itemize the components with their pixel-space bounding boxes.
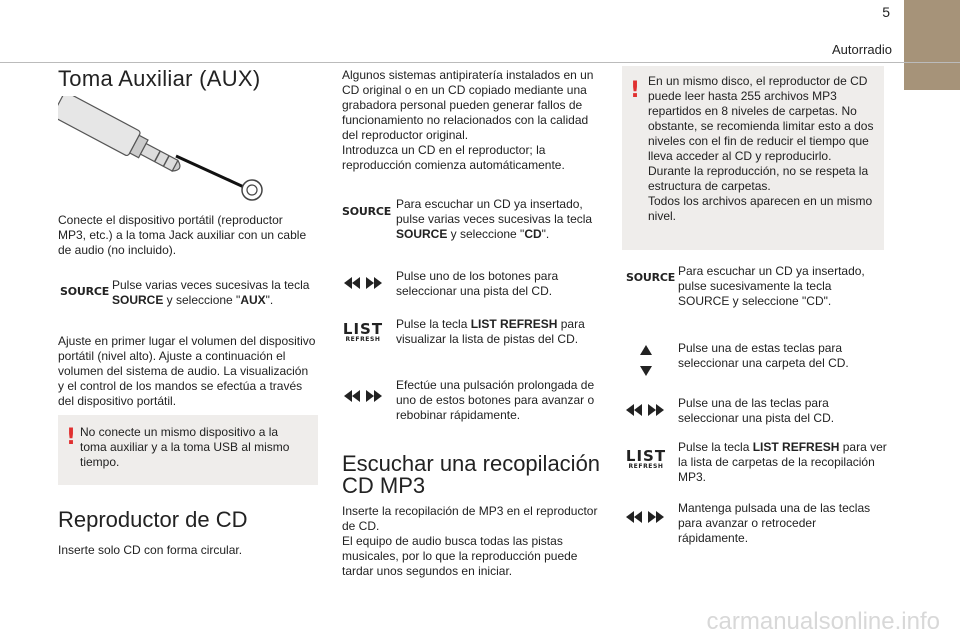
cd-step-fast-forward: Efectúe una pulsación prolongada de uno de estos botones para avanzar o rebobinar rápidamente. bbox=[396, 378, 595, 422]
skip-buttons-icon bbox=[342, 275, 386, 291]
page-number: 5 bbox=[882, 4, 890, 20]
mp3-title: Escuchar una recopilación CD MP3 bbox=[342, 451, 601, 498]
aux-volume-text: Ajuste en primer lugar el volumen del dispositivo portátil (nivel alto). Ajuste a continuación el volumen del sistema de audio. La visualización y el control de los mandos se efectúa a través del dispositivo portátil. bbox=[58, 334, 316, 408]
source-button-icon: SOURCE bbox=[342, 205, 392, 218]
mp3-step-source: Para escuchar un CD ya insertado, pulse sucesivamente la tecla SOURCE y seleccione "CD". bbox=[678, 264, 865, 308]
jack-plug-illustration bbox=[58, 96, 268, 208]
aux-step: Pulse varias veces sucesivas la tecla SOURCE y seleccione "AUX". bbox=[112, 278, 310, 307]
mp3-intro: Inserte la recopilación de MP3 en el reproductor de CD. El equipo de audio busca todas las pistas musicales, por lo que la reproducción puede tardar unos segundos en iniciar. bbox=[342, 504, 598, 578]
cd-piracy-text: Algunos sistemas antipiratería instalados en un CD original o en un CD copiado mediante una grabadora personal pueden generar fallos de funcionamiento no relacionados con la calidad del reproductor original. Introduzca un CD en el reproductor; la reproducción comienza automáticamente. bbox=[342, 68, 594, 172]
mp3-step-folder: Pulse una de estas teclas para seleccionar una carpeta del CD. bbox=[678, 341, 849, 370]
section-title: Autorradio bbox=[832, 42, 892, 57]
warning-icon: ! bbox=[66, 425, 77, 450]
source-button-icon: SOURCE bbox=[60, 285, 110, 298]
folder-up-down-icon bbox=[638, 344, 654, 378]
source-button-icon: SOURCE bbox=[626, 271, 676, 284]
aux-warning-text: No conecte un mismo dispositivo a la toma auxiliar y a la toma USB al mismo tiempo. bbox=[80, 425, 290, 469]
skip-buttons-icon bbox=[624, 509, 668, 525]
mp3-warning-box bbox=[622, 66, 884, 250]
list-refresh-icon: LIST REFRESH bbox=[342, 320, 384, 343]
skip-buttons-icon bbox=[624, 402, 668, 418]
mp3-step-list: Pulse la tecla LIST REFRESH para ver la lista de carpetas de la recopilación MP3. bbox=[678, 440, 887, 484]
cd-step-list: Pulse la tecla LIST REFRESH para visualizar la lista de pistas del CD. bbox=[396, 317, 585, 346]
header-divider bbox=[0, 62, 960, 63]
warning-icon: ! bbox=[630, 78, 641, 103]
cd-title: Reproductor de CD bbox=[58, 507, 248, 532]
aux-title: Toma Auxiliar (AUX) bbox=[58, 66, 261, 91]
skip-buttons-icon bbox=[342, 388, 386, 404]
mp3-warning-text: En un mismo disco, el reproductor de CD puede leer hasta 255 archivos MP3 repartidos en 8 niveles de carpetas. No obstante, se recomienda limitar esto a dos niveles con el fin de reducir el tiempo que lleva acceder al CD y reproducirlo. Durante la reproducción, no se respeta la estructura de carpetas. Todos los archivos aparecen en un mismo nivel. bbox=[648, 74, 874, 223]
list-refresh-icon: LIST REFRESH bbox=[625, 447, 667, 470]
mp3-step-fast-forward: Mantenga pulsada una de las teclas para avanzar o retroceder rápidamente. bbox=[678, 501, 871, 545]
mp3-step-track: Pulse una de las teclas para seleccionar una pista del CD. bbox=[678, 396, 835, 425]
cd-step-source: Para escuchar un CD ya insertado, pulse varias veces sucesivas la tecla SOURCE y seleccione "CD". bbox=[396, 197, 593, 241]
aux-warning-box bbox=[58, 415, 318, 485]
aux-intro: Conecte el dispositivo portátil (reproductor MP3, etc.) a la toma Jack auxiliar con un cable de audio (no incluido). bbox=[58, 213, 307, 257]
cd-intro: Inserte solo CD con forma circular. bbox=[58, 543, 243, 557]
cd-step-select-track: Pulse uno de los botones para seleccionar una pista del CD. bbox=[396, 269, 559, 298]
section-tab bbox=[904, 0, 960, 90]
watermark: carmanualsonline.info bbox=[706, 608, 940, 635]
